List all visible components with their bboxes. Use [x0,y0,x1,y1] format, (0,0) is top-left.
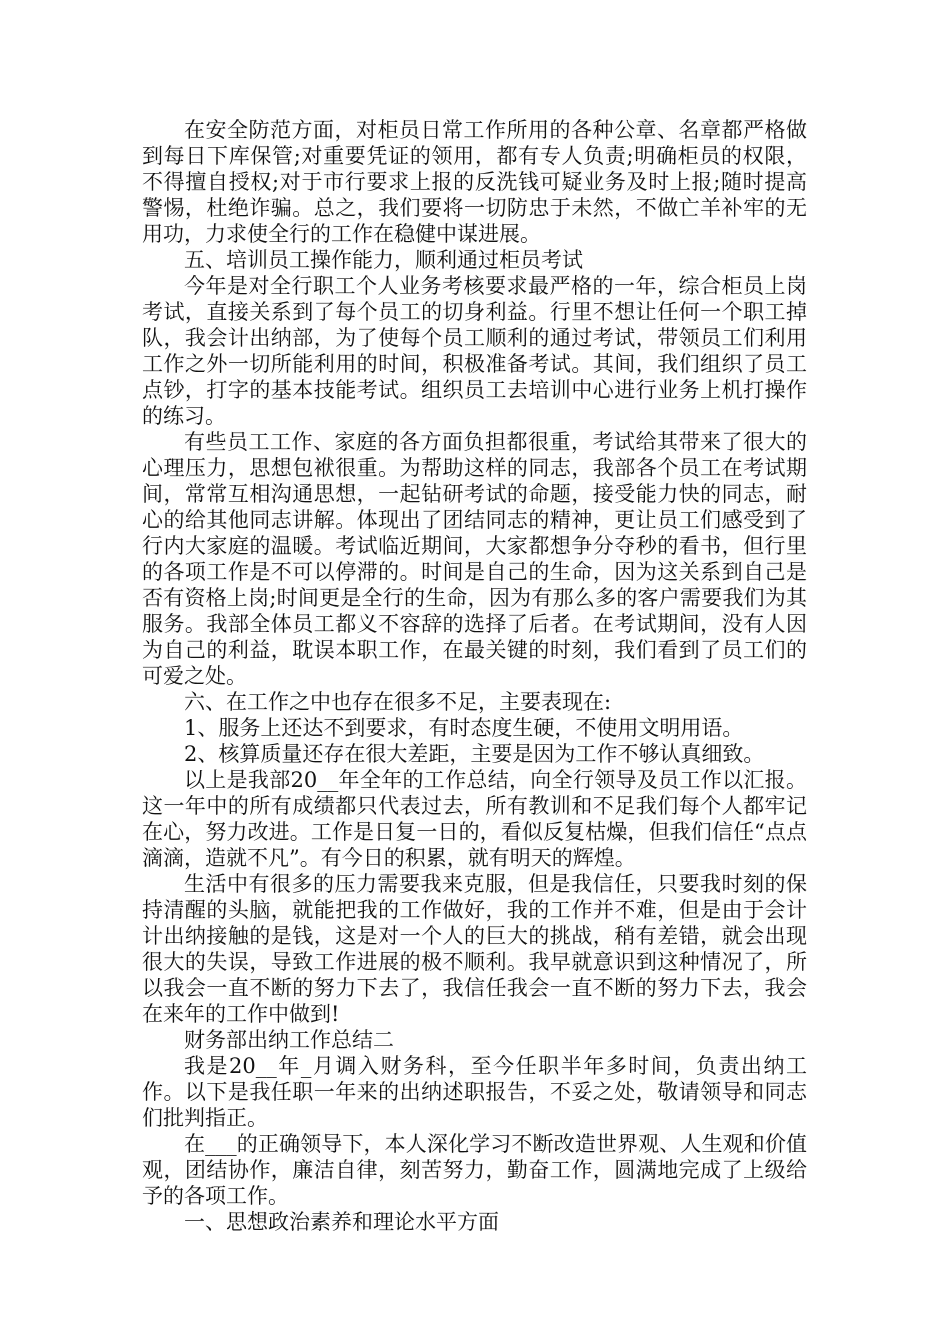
document-subtitle: 财务部出纳工作总结二 [184,1028,394,1052]
paragraph-summary: 以上是我部20__年全年的工作总结，向全行领导及员工作以汇报。这一年中的所有成绩都只代表过去，所有教训和不足我们每个人都牢记在心，努力改进。工作是日复一日的，看似反复枯燥，但我们信任“点点滴滴，造就不凡”。有今日的积累，就有明天的辉煌。 [142,768,807,870]
paragraph-intro: 我是20__年_月调入财务科，至今任职半年多时间，负责出纳工作。以下是我任职一年来的出纳述职报告，不妥之处，敬请领导和同志们批判指正。 [142,1054,807,1130]
paragraph-pressure: 生活中有很多的压力需要我来克服，但是我信任，只要我时刻的保持清醒的头脑，就能把我的工作做好，我的工作并不难，但是由于会计计出纳接触的是钱，这是对一个人的巨大的挑战，稍有差错，就会出现很大的失误，导致工作进展的极不顺利。我早就意识到这种情况了，所以我会一直不断的努力下去了，我信任我会一直不断的努力下去，我会在来年的工作中做到! [142,872,807,1026]
section-heading-training: 五、培训员工操作能力，顺利通过柜员考试 [184,248,583,272]
section-heading-politics: 一、思想政治素养和理论水平方面 [184,1210,499,1234]
list-item-quality: 2、核算质量还存在很大差距，主要是因为工作不够认真细致。 [184,742,765,766]
paragraph-staff-burden: 有些员工工作、家庭的各方面负担都很重，考试给其带来了很大的心理压力，思想包袱很重。为帮助这样的同志，我部各个员工在考试期间，常常互相沟通思想，一起钻研考试的命题，接受能力快的同志，耐心的给其他同志讲解。体现出了团结同志的精神，更让员工们感受到了行内大家庭的温暖。考试临近期间，大家都想争分夺秒的看书，但行里的各项工作是不可以停滞的。时间是自己的生命，因为这关系到自己是否有资格上岗;时间更是全行的生命，因为有那么多的客户需要我们为其服务。我部全体员工都义不容辞的选择了后者。在考试期间，没有人因为自己的利益，耽误本职工作，在最关键的时刻，我们看到了员工们的可爱之处。 [142,430,807,688]
paragraph-security: 在安全防范方面，对柜员日常工作所用的各种公章、名章都严格做到每日下库保管;对重要凭证的领用，都有专人负责;明确柜员的权限，不得擅自授权;对于市行要求上报的反洗钱可疑业务及时上报;随时提高警惕，杜绝诈骗。总之，我们要将一切防忠于未然，不做亡羊补牢的无用功，力求使全行的工作在稳健中谋进展。 [142,118,807,246]
document-body [142,117,807,1235]
list-item-service: 1、服务上还达不到要求，有时态度生硬，不使用文明用语。 [184,716,744,740]
paragraph-leadership: 在___的正确领导下，本人深化学习不断改造世界观、人生观和价值观，团结协作，廉洁自律，刻苦努力，勤奋工作，圆满地完成了上级给予的各项工作。 [142,1132,807,1208]
section-heading-shortcomings: 六、在工作之中也存在很多不足，主要表现在: [184,690,612,714]
paragraph-exam: 今年是对全行职工个人业务考核要求最严格的一年，综合柜员上岗考试，直接关系到了每个员工的切身利益。行里不想让任何一个职工掉队，我会计出纳部，为了使每个员工顺利的通过考试，带领员工们利用工作之外一切所能利用的时间，积极准备考试。其间，我们组织了员工点钞，打字的基本技能考试。组织员工去培训中心进行业务上机打操作的练习。 [142,274,807,428]
